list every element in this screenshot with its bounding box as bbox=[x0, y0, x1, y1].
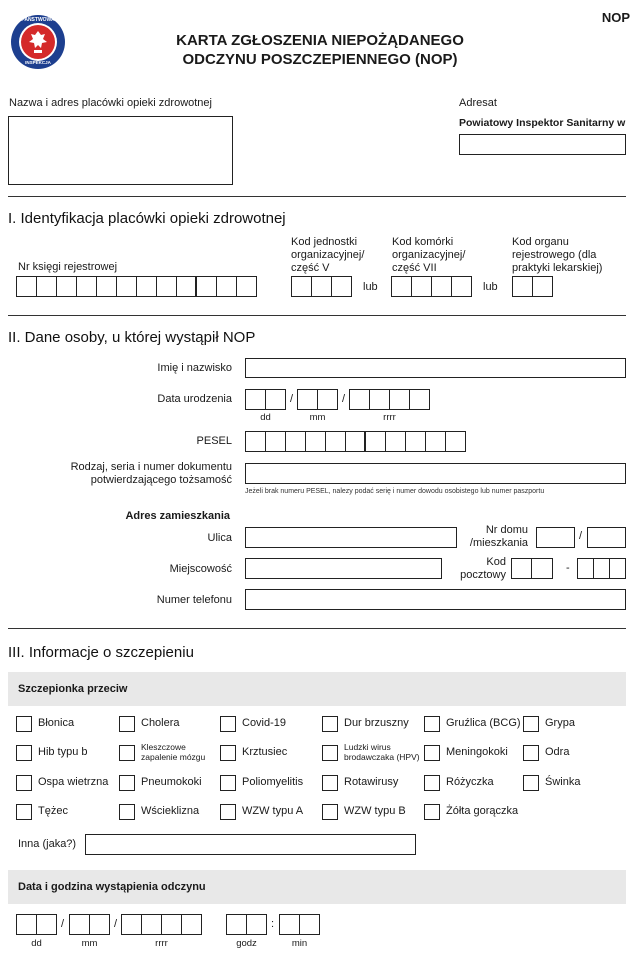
unit-code-field[interactable] bbox=[291, 276, 352, 297]
other-vaccine-label: Inna (jaka?) bbox=[18, 838, 77, 850]
vaccine-checkbox[interactable] bbox=[322, 745, 338, 761]
registry-label: Nr księgi rejestrowej bbox=[18, 261, 118, 273]
vaccine-label: WZW typu A bbox=[242, 805, 304, 817]
form-title-line2: ODCZYNU POSZCZEPIENNEGO (NOP) bbox=[182, 51, 458, 68]
reaction-hour-field[interactable] bbox=[226, 914, 267, 935]
cell-code-field[interactable] bbox=[391, 276, 472, 297]
reaction-minute-field[interactable] bbox=[279, 914, 320, 935]
vaccine-checkbox[interactable] bbox=[119, 745, 135, 761]
house-label-1: Nr domu bbox=[485, 524, 528, 536]
vaccine-checkbox[interactable] bbox=[16, 775, 32, 791]
form-code: NOP bbox=[601, 10, 630, 25]
or-label-1: lub bbox=[363, 281, 378, 293]
vaccine-checkbox[interactable] bbox=[119, 775, 135, 791]
vaccine-label: Błonica bbox=[38, 717, 75, 729]
vaccine-checkbox[interactable] bbox=[322, 804, 338, 820]
name-label: Imię i nazwisko bbox=[157, 362, 232, 374]
addressee-label: Adresat bbox=[459, 97, 497, 109]
vaccine-label: Poliomyelitis bbox=[242, 776, 304, 788]
vaccine-checkbox[interactable] bbox=[16, 716, 32, 732]
reaction-slash-1: / bbox=[61, 918, 65, 930]
vaccine-label: Ospa wietrzna bbox=[38, 776, 109, 788]
vaccine-checkbox[interactable] bbox=[220, 775, 236, 791]
city-field[interactable] bbox=[245, 558, 442, 579]
vaccine-checkbox[interactable] bbox=[220, 716, 236, 732]
vaccine-checkbox[interactable] bbox=[119, 804, 135, 820]
registry-number-field[interactable] bbox=[16, 276, 257, 297]
reaction-minute-hint: min bbox=[291, 938, 308, 949]
vaccine-label: Żółta gorączka bbox=[446, 805, 519, 817]
postal-label-1: Kod bbox=[486, 556, 506, 568]
postal-code-part2-field[interactable] bbox=[577, 558, 626, 579]
vaccine-label: Hib typu b bbox=[38, 746, 88, 758]
reaction-dd-hint: dd bbox=[31, 938, 42, 949]
reaction-month-field[interactable] bbox=[69, 914, 110, 935]
divider bbox=[8, 196, 626, 197]
name-field[interactable] bbox=[245, 358, 626, 378]
vaccine-checkbox[interactable] bbox=[424, 775, 440, 791]
vaccine-label: WZW typu B bbox=[344, 805, 406, 817]
reaction-day-field[interactable] bbox=[16, 914, 57, 935]
vaccine-checkbox[interactable] bbox=[424, 804, 440, 820]
vaccine-band: Szczepionka przeciw bbox=[8, 672, 626, 706]
dob-year-field[interactable] bbox=[349, 389, 430, 410]
other-vaccine-field[interactable] bbox=[85, 834, 416, 855]
house-slash: / bbox=[579, 530, 583, 542]
vaccine-label: Krztusiec bbox=[242, 746, 288, 758]
pesel-field[interactable] bbox=[245, 431, 466, 452]
phone-field[interactable] bbox=[245, 589, 626, 610]
house-label-2: /mieszkania bbox=[469, 537, 528, 549]
reaction-hour-hint: godz bbox=[236, 938, 257, 949]
reaction-slash-2: / bbox=[114, 918, 118, 930]
pesel-label: PESEL bbox=[196, 435, 232, 447]
dob-slash-2: / bbox=[342, 393, 346, 405]
reaction-mm-hint: mm bbox=[81, 938, 98, 949]
cell-code-label: Kod komórki organizacyjnej/ część VII bbox=[392, 236, 466, 274]
section3-title: III. Informacje o szczepieniu bbox=[8, 644, 194, 661]
vaccine-checkbox[interactable] bbox=[523, 716, 539, 732]
vaccine-checkbox[interactable] bbox=[523, 775, 539, 791]
postal-label-2: pocztowy bbox=[460, 569, 506, 581]
vaccine-checkbox[interactable] bbox=[523, 745, 539, 761]
postal-code-part1-field[interactable] bbox=[511, 558, 553, 579]
vaccine-checkbox[interactable] bbox=[119, 716, 135, 732]
organ-code-label: Kod organu rejestrowego (dla praktyki lekarskiej) bbox=[512, 236, 603, 274]
addressee-value: Powiatowy Inspektor Sanitarny w bbox=[459, 117, 626, 129]
logo-text-bottom: INSPEKCJA SANITARNA bbox=[24, 60, 52, 74]
dob-day-field[interactable] bbox=[245, 389, 286, 410]
street-label: Ulica bbox=[207, 532, 232, 544]
vaccine-label: Wścieklizna bbox=[141, 805, 200, 817]
dob-mm-hint: mm bbox=[309, 412, 326, 423]
vaccine-label: Rotawirusy bbox=[344, 776, 399, 788]
vaccine-checkbox[interactable] bbox=[220, 745, 236, 761]
id-doc-field[interactable] bbox=[245, 463, 626, 484]
vaccine-checkbox[interactable] bbox=[16, 745, 32, 761]
reaction-year-field[interactable] bbox=[121, 914, 202, 935]
id-doc-label-1: Rodzaj, seria i numer dokumentu bbox=[70, 461, 232, 473]
city-label: Miejscowość bbox=[169, 563, 232, 575]
dob-month-field[interactable] bbox=[297, 389, 338, 410]
logo-text-top: PAŃSTWOWA bbox=[21, 17, 55, 23]
vaccine-label: Ludzki wirus brodawczaka (HPV) bbox=[344, 742, 420, 762]
divider bbox=[8, 628, 626, 629]
house-number-field[interactable] bbox=[536, 527, 575, 548]
vaccine-label: Cholera bbox=[141, 717, 180, 729]
street-field[interactable] bbox=[245, 527, 457, 548]
address-heading: Adres zamieszkania bbox=[125, 510, 230, 522]
or-label-2: lub bbox=[483, 281, 498, 293]
dob-label: Data urodzenia bbox=[157, 393, 232, 405]
vaccine-label: Świnka bbox=[545, 776, 581, 788]
dob-dd-hint: dd bbox=[260, 412, 271, 423]
vaccine-checkbox[interactable] bbox=[220, 804, 236, 820]
vaccine-checkbox[interactable] bbox=[322, 775, 338, 791]
vaccine-checkbox[interactable] bbox=[16, 804, 32, 820]
postal-dash: - bbox=[566, 562, 570, 574]
reaction-colon: : bbox=[271, 918, 275, 930]
phone-label: Numer telefonu bbox=[156, 594, 232, 606]
facility-name-label: Nazwa i adres placówki opieki zdrowotnej bbox=[9, 97, 212, 109]
vaccine-label: Dur brzuszny bbox=[344, 717, 409, 729]
vaccine-label: Kleszczowe zapalenie mózgu bbox=[141, 742, 206, 762]
facility-name-field[interactable] bbox=[8, 116, 233, 185]
reaction-yyyy-hint: rrrr bbox=[155, 938, 168, 949]
id-doc-hint: Jeżeli brak numeru PESEL, nalezy podać serię i numer dowodu osobistego lub numer paszportu bbox=[245, 488, 545, 495]
reaction-date-band: Data i godzina wystąpienia odczynu bbox=[8, 870, 626, 904]
divider bbox=[8, 315, 626, 316]
vaccine-label: Pneumokoki bbox=[141, 776, 202, 788]
dob-yyyy-hint: rrrr bbox=[383, 412, 396, 423]
section1-title: I. Identyfikacja placówki opieki zdrowotnej bbox=[8, 210, 286, 227]
apartment-number-field[interactable] bbox=[587, 527, 626, 548]
vaccine-label: Różyczka bbox=[446, 776, 494, 788]
organ-code-field[interactable] bbox=[512, 276, 553, 297]
form-title-line1: KARTA ZGŁOSZENIA NIEPOŻĄDANEGO bbox=[176, 32, 464, 49]
id-doc-label-2: potwierdzającego tożsamość bbox=[90, 474, 232, 486]
addressee-field[interactable] bbox=[459, 134, 626, 155]
section2-title: II. Dane osoby, u której wystąpił NOP bbox=[8, 329, 256, 346]
dob-slash-1: / bbox=[290, 393, 294, 405]
vaccine-checkbox[interactable] bbox=[424, 716, 440, 732]
vaccine-checkbox[interactable] bbox=[322, 716, 338, 732]
vaccine-label: Tężec bbox=[38, 805, 68, 817]
unit-code-label: Kod jednostki organizacyjnej/ część V bbox=[291, 236, 365, 274]
vaccine-label: Meningokoki bbox=[446, 746, 508, 758]
vaccine-label: Odra bbox=[545, 746, 570, 758]
vaccine-checkbox[interactable] bbox=[424, 745, 440, 761]
vaccine-label: Gruźlica (BCG) bbox=[446, 717, 521, 729]
vaccine-label: Grypa bbox=[545, 717, 575, 729]
vaccine-label: Covid-19 bbox=[242, 717, 287, 729]
